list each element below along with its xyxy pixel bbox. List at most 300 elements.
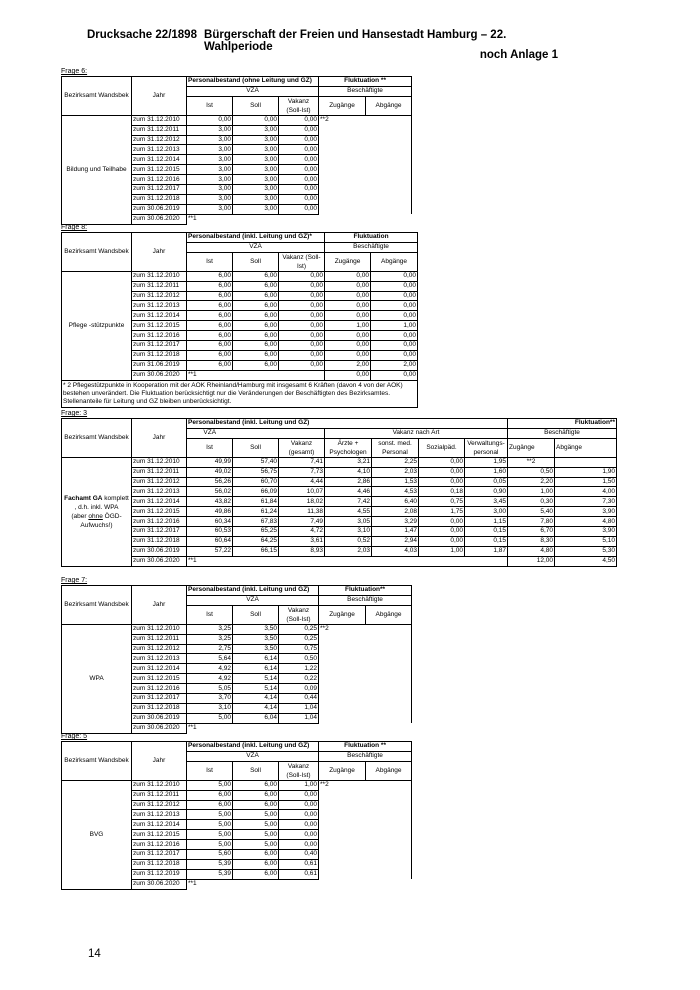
group-title: Personalbestand (inkl. Leitung und GZ) <box>187 742 319 752</box>
soll-cell: 4,14 <box>233 703 279 713</box>
abgaenge-header: Abgänge <box>366 605 412 624</box>
vakanz-art-header: Vakanz nach Art <box>325 428 508 438</box>
value-cell: 7,49 <box>279 517 325 527</box>
date-cell: zum 31.12.2013 <box>132 301 187 311</box>
vakanz-cell: 0,00 <box>279 281 325 291</box>
footnote-1: **1 <box>188 880 197 888</box>
soll-cell: 6,00 <box>233 780 279 790</box>
value-cell: 60,53 <box>187 527 233 537</box>
soll-cell: 6,04 <box>233 713 279 723</box>
ist-header: Ist <box>187 605 233 624</box>
soll-header: Soll <box>233 761 279 780</box>
date-cell: zum 31.12.2018 <box>132 350 187 360</box>
date-cell: zum 31.12.2016 <box>132 684 187 694</box>
table-row <box>62 271 418 281</box>
unit-label: WPA <box>62 624 132 733</box>
vakanz-cell: 0,09 <box>279 684 319 694</box>
value-cell: 4,10 <box>325 467 372 477</box>
date-cell: zum 30.06.2019 <box>132 546 187 556</box>
vakanz-cell: 0,75 <box>279 644 319 654</box>
ist-cell: 3,00 <box>187 185 233 195</box>
date-cell: zum 31.12.2010 <box>132 115 187 125</box>
value-cell: 2,86 <box>325 477 372 487</box>
value-cell: 4,55 <box>325 507 372 517</box>
ist-cell: 4,92 <box>187 664 233 674</box>
vakanz-cell: 0,00 <box>279 301 325 311</box>
value-cell: 60,34 <box>187 517 233 527</box>
soll-cell: 6,00 <box>233 331 279 341</box>
zugaenge-cell: 0,50 <box>508 467 555 477</box>
ist-header: Ist <box>187 252 233 271</box>
ist-cell: 5,64 <box>187 654 233 664</box>
frage-label: Frage 6: <box>61 68 88 75</box>
table-row <box>62 115 412 125</box>
abgaenge-header: Abgänge <box>555 438 617 457</box>
vakanz-cell: 0,44 <box>279 694 319 704</box>
value-cell: 3,21 <box>325 457 372 467</box>
value-cell: 0,00 <box>419 477 465 487</box>
soll-cell: 5,00 <box>233 820 279 830</box>
soll-cell: 0,00 <box>233 115 279 125</box>
footnote-2: **2 <box>319 115 412 214</box>
soll-header: Soll <box>233 252 279 271</box>
bezirksamt-header: Bezirksamt Wandsbek <box>62 77 132 116</box>
ist-cell: 3,00 <box>187 175 233 185</box>
unit-label-part: ÖGD-Aufwuchs!) <box>80 512 122 529</box>
ist-cell: 4,92 <box>187 674 233 684</box>
vakanz-cell: 0,00 <box>279 331 325 341</box>
value-cell: 64,25 <box>233 536 279 546</box>
soll-cell: 5,00 <box>233 810 279 820</box>
date-cell: zum 31.12.2012 <box>132 477 187 487</box>
vakanz-cell: 0,00 <box>279 135 319 145</box>
ist-cell: 6,00 <box>187 331 233 341</box>
date-cell: zum 31.12.2010 <box>132 780 187 790</box>
ist-cell: 6,00 <box>187 271 233 281</box>
date-cell: zum 31.12.2017 <box>132 341 187 351</box>
jahr-header: Jahr <box>132 586 187 625</box>
table-row <box>62 556 617 566</box>
value-cell: 56,75 <box>233 467 279 477</box>
value-cell: 3,00 <box>465 507 508 517</box>
soll-cell: 3,50 <box>233 624 279 634</box>
date-cell: zum 31.12.2012 <box>132 291 187 301</box>
vakanz-cell: 0,00 <box>279 830 319 840</box>
value-cell: 67,83 <box>233 517 279 527</box>
date-cell: zum 30.06.2020 <box>132 556 187 566</box>
date-cell: zum 31.12.2010 <box>132 271 187 281</box>
bezirksamt-header: Bezirksamt Wandsbek <box>62 586 132 625</box>
vakanz-cell: 0,00 <box>279 360 325 370</box>
table-row <box>62 517 617 527</box>
zugaenge-header: Zugänge <box>325 252 371 271</box>
header-row <box>62 419 617 429</box>
soll-cell: 5,00 <box>233 830 279 840</box>
ist-cell: 5,00 <box>187 840 233 850</box>
date-cell: zum 31.12.2011 <box>132 125 187 135</box>
soll-cell: 6,14 <box>233 664 279 674</box>
date-cell: zum 31.12.2016 <box>132 175 187 185</box>
soll-cell: 5,14 <box>233 674 279 684</box>
fluct-title: Fluktuation <box>325 233 418 243</box>
note-row <box>62 380 418 407</box>
table-wpa <box>61 585 412 734</box>
value-cell: 2,08 <box>372 507 419 517</box>
soll-cell: 3,00 <box>233 185 279 195</box>
value-cell: 4,03 <box>372 546 419 556</box>
frage-label: Frage: 5 <box>61 733 88 740</box>
value-cell: 61,24 <box>233 507 279 517</box>
unit-label-part: , d.h. inkl. WPA <box>74 503 119 511</box>
value-cell: 56,26 <box>187 477 233 487</box>
soll-cell: 6,00 <box>233 790 279 800</box>
date-cell: zum 30.06.2020 <box>132 879 187 889</box>
header-row <box>62 77 412 87</box>
abgaenge-cell: 0,00 <box>371 291 418 301</box>
unit-label: BVG <box>62 780 132 889</box>
abgaenge-cell: 4,80 <box>555 517 617 527</box>
frage-label: Frage 7: <box>61 577 88 584</box>
date-cell: zum 31.12.2010 <box>132 624 187 634</box>
value-cell: 10,07 <box>279 487 325 497</box>
date-cell: zum 30.06.2019 <box>132 713 187 723</box>
table-row <box>62 507 617 517</box>
footnote-1: **1 <box>188 371 197 379</box>
table-row <box>62 497 617 507</box>
zugaenge-cell: 4,80 <box>508 546 555 556</box>
value-cell: 2,94 <box>372 536 419 546</box>
zugaenge-cell: 0,00 <box>325 291 371 301</box>
table-bildung <box>61 76 412 225</box>
value-cell: 4,44 <box>279 477 325 487</box>
date-cell: zum 30.06.2020 <box>132 723 187 733</box>
group-title: Personalbestand (ohne Leitung und GZ) <box>187 77 319 87</box>
abgaenge-header: Abgänge <box>371 252 418 271</box>
soll-cell: 6,00 <box>233 281 279 291</box>
abgaenge-cell: 5,10 <box>555 536 617 546</box>
date-cell: zum 31.12.2013 <box>132 810 187 820</box>
date-cell: zum 31.12.2019 <box>132 869 187 879</box>
value-cell: 0,52 <box>325 536 372 546</box>
ist-cell: 6,00 <box>187 321 233 331</box>
date-cell: zum 31.12.2017 <box>132 185 187 195</box>
zugaenge-cell: 0,00 <box>325 271 371 281</box>
abgaenge-cell: 1,00 <box>371 321 418 331</box>
value-cell: 60,70 <box>233 477 279 487</box>
value-cell: 43,82 <box>187 497 233 507</box>
vakanz-cell: 0,00 <box>279 194 319 204</box>
ist-cell: 3,25 <box>187 624 233 634</box>
date-cell: zum 31.12.2011 <box>132 790 187 800</box>
date-cell: zum 31.12.2013 <box>132 487 187 497</box>
abgaenge-cell: 0,00 <box>371 350 418 360</box>
ist-cell: 5,05 <box>187 684 233 694</box>
drucksache-number: Drucksache 22/1898 <box>87 29 197 41</box>
ist-cell: 3,00 <box>187 125 233 135</box>
ist-cell: 5,00 <box>187 820 233 830</box>
header-row <box>62 233 418 243</box>
value-cell: 11,38 <box>279 507 325 517</box>
date-cell: zum 31.12.2017 <box>132 694 187 704</box>
beschaeftigte-header: Beschäftigte <box>319 595 412 605</box>
abgaenge-cell: 7,30 <box>555 497 617 507</box>
soll-cell: 3,00 <box>233 125 279 135</box>
abgaenge-cell: 3,90 <box>555 507 617 517</box>
vakanz-cell: 1,22 <box>279 664 319 674</box>
jahr-header: Jahr <box>132 419 187 458</box>
value-cell: 0,00 <box>419 536 465 546</box>
jahr-header: Jahr <box>132 77 187 116</box>
value-cell: 0,00 <box>419 517 465 527</box>
vakanz-cell: 0,00 <box>279 350 325 360</box>
abgaenge-cell: 0,00 <box>371 331 418 341</box>
date-cell: zum 31.12.2014 <box>132 664 187 674</box>
value-cell: 3,29 <box>372 517 419 527</box>
value-cell: 4,53 <box>372 487 419 497</box>
value-cell: 0,90 <box>465 487 508 497</box>
vakanz-cell: 0,00 <box>279 341 325 351</box>
abgaenge-cell: 0,00 <box>371 370 418 380</box>
vakanz-cell: 0,00 <box>279 125 319 135</box>
value-cell: 0,05 <box>465 477 508 487</box>
vza-header: VZÄ <box>187 428 233 438</box>
value-cell: 0,15 <box>465 527 508 537</box>
value-cell: 2,25 <box>372 457 419 467</box>
value-cell: 0,00 <box>419 457 465 467</box>
unit-label <box>62 457 132 566</box>
bezirksamt-header: Bezirksamt Wandsbek <box>62 419 132 458</box>
ist-cell: 5,39 <box>187 859 233 869</box>
verw-header: Verwaltungs-personal <box>465 438 508 457</box>
value-cell: 60,64 <box>187 536 233 546</box>
vakanz-cell: 0,00 <box>279 145 319 155</box>
ist-cell: 6,00 <box>187 350 233 360</box>
zugaenge-cell: 5,40 <box>508 507 555 517</box>
vakanz-cell: 1,04 <box>279 703 319 713</box>
vakanz-cell: 0,00 <box>279 790 319 800</box>
date-cell: zum 31.12.2015 <box>132 165 187 175</box>
date-cell: zum 31.12.2013 <box>132 145 187 155</box>
footnote-2: **2 <box>319 780 412 879</box>
vakanz-cell: 0,50 <box>279 654 319 664</box>
value-cell: 3,61 <box>279 536 325 546</box>
unit-label-ohne: ohne <box>88 512 103 520</box>
footnote-2: **2 <box>508 457 555 467</box>
vakanz-cell: 0,22 <box>279 674 319 684</box>
bezirksamt-header: Bezirksamt Wandsbek <box>62 742 132 781</box>
vakanz-cell: 0,00 <box>279 820 319 830</box>
zugaenge-cell: 0,00 <box>325 311 371 321</box>
zugaenge-cell: 2,20 <box>508 477 555 487</box>
ist-cell: 6,00 <box>187 301 233 311</box>
soll-cell: 6,00 <box>233 350 279 360</box>
zugaenge-cell: 0,00 <box>325 341 371 351</box>
date-cell: zum 30.06.2020 <box>132 370 187 380</box>
date-cell: zum 31.12.2014 <box>132 820 187 830</box>
value-cell: 0,18 <box>419 487 465 497</box>
date-cell: zum 31.12.2014 <box>132 311 187 321</box>
date-cell: zum 31.12.2017 <box>132 527 187 537</box>
date-cell: zum 31.12.2011 <box>132 634 187 644</box>
beschaeftigte-header: Beschäftigte <box>319 86 412 96</box>
date-cell: zum 31.12.2011 <box>132 281 187 291</box>
value-cell: 7,73 <box>279 467 325 477</box>
ist-header: Ist <box>187 438 233 457</box>
ist-cell: 3,00 <box>187 194 233 204</box>
vakanz-header: Vakanz (gesamt) <box>279 438 325 457</box>
value-cell: 49,86 <box>187 507 233 517</box>
soll-cell: 6,00 <box>233 321 279 331</box>
soll-cell: 6,00 <box>233 869 279 879</box>
soll-cell: 3,00 <box>233 155 279 165</box>
soll-cell: 3,00 <box>233 145 279 155</box>
soll-cell: 5,00 <box>233 840 279 850</box>
ist-cell: 3,00 <box>187 165 233 175</box>
soll-cell: 6,00 <box>233 800 279 810</box>
vakanz-cell: 0,00 <box>279 204 319 214</box>
value-cell: 4,46 <box>325 487 372 497</box>
soll-header: Soll <box>233 605 279 624</box>
footnote-1: **1 <box>188 215 197 223</box>
table-row <box>62 536 617 546</box>
soll-cell: 6,00 <box>233 301 279 311</box>
vakanz-header: Vakanz (Soll-Ist) <box>279 96 319 115</box>
frage-label: Frage: 3 <box>61 410 88 417</box>
abgaenge-header: Abgänge <box>366 761 412 780</box>
zugaenge-header: Zugänge <box>508 438 555 457</box>
abgaenge-cell: 0,00 <box>371 301 418 311</box>
abgaenge-header: Abgänge <box>366 96 412 115</box>
vakanz-header: Vakanz (Soll-Ist) <box>279 605 319 624</box>
header-title: Bürgerschaft der Freien und Hansestadt Hamburg – 22. Wahlperiode <box>204 29 507 53</box>
ist-cell: 5,00 <box>187 780 233 790</box>
value-cell: 6,40 <box>372 497 419 507</box>
date-cell: zum 31.12.2016 <box>132 331 187 341</box>
soll-cell: 3,00 <box>233 135 279 145</box>
vakanz-cell: 0,00 <box>279 155 319 165</box>
date-cell: zum 31.12.2013 <box>132 654 187 664</box>
zugaenge-header: Zugänge <box>319 761 366 780</box>
soll-header: Soll <box>233 96 279 115</box>
fluct-title: Fluktuation** <box>319 586 412 596</box>
fluct-title: Fluktuation ** <box>319 742 412 752</box>
fluct-title: Fluktuation ** <box>319 77 412 87</box>
unit-label-part: (aber <box>71 512 87 520</box>
zugaenge-cell: 1,00 <box>325 321 371 331</box>
soll-cell: 6,00 <box>233 850 279 860</box>
soll-cell: 6,14 <box>233 654 279 664</box>
zugaenge-cell: 0,00 <box>325 370 371 380</box>
beschaeftigte-header: Beschäftigte <box>508 428 617 438</box>
date-cell: zum 31.12.2015 <box>132 507 187 517</box>
ist-cell: 5,00 <box>187 810 233 820</box>
value-cell: 4,72 <box>279 527 325 537</box>
ist-cell: 6,00 <box>187 281 233 291</box>
group-title: Personalbestand (inkl. Leitung und GZ)* <box>187 233 325 243</box>
date-cell: zum 31.12.2018 <box>132 859 187 869</box>
ist-cell: 3,10 <box>187 703 233 713</box>
beschaeftigte-header: Beschäftigte <box>325 242 418 252</box>
frage-label: Frage 8: <box>61 224 88 231</box>
vakanz-cell: 0,00 <box>279 311 325 321</box>
group-title: Personalbestand (inkl. Leitung und GZ) <box>187 419 325 429</box>
table-row <box>62 487 617 497</box>
abgaenge-cell <box>555 457 617 467</box>
unit-label: Bildung und Teilhabe <box>62 115 132 224</box>
zugaenge-cell: 2,00 <box>325 360 371 370</box>
vakanz-cell: 0,00 <box>279 291 325 301</box>
abgaenge-cell: 0,00 <box>371 341 418 351</box>
anlage-label: noch Anlage 1 <box>479 49 558 61</box>
abgaenge-cell: 4,00 <box>555 487 617 497</box>
ist-cell: 3,00 <box>187 204 233 214</box>
ist-cell: 3,70 <box>187 694 233 704</box>
ist-cell: 6,00 <box>187 800 233 810</box>
vakanz-cell: 1,04 <box>279 713 319 723</box>
value-cell: 66,15 <box>233 546 279 556</box>
vakanz-cell: 0,00 <box>279 321 325 331</box>
table-pflege <box>61 232 418 408</box>
vakanz-cell: 0,00 <box>279 185 319 195</box>
ist-cell: 2,75 <box>187 644 233 654</box>
date-cell: zum 31.12.2015 <box>132 321 187 331</box>
ist-cell: 5,39 <box>187 869 233 879</box>
ist-cell: 6,00 <box>187 311 233 321</box>
table-fachamt <box>61 418 617 567</box>
date-cell: zum 31.12.2014 <box>132 497 187 507</box>
date-cell: zum 31.12.2010 <box>132 457 187 467</box>
vakanz-cell: 0,00 <box>279 810 319 820</box>
value-cell: 65,25 <box>233 527 279 537</box>
unit-label-bold: Fachamt GA <box>64 494 103 502</box>
table-row <box>62 467 617 477</box>
vakanz-cell: 0,25 <box>279 634 319 644</box>
ist-cell: 0,00 <box>187 115 233 125</box>
jahr-header: Jahr <box>132 233 187 272</box>
sonst-header: sonst. med. Personal <box>372 438 419 457</box>
value-cell: 3,45 <box>465 497 508 507</box>
page-number: 14 <box>88 948 101 960</box>
value-cell: 18,02 <box>279 497 325 507</box>
date-cell: zum 31.12.2014 <box>132 155 187 165</box>
table-note: * 2 Pflegestützpunkte in Kooperation mit der AOK Rheinland/Hamburg mit insgesamt 6 Kräften (davon 4 von der AOK) bestehen unverändert. Die Fluktuation berücksichtigt nur die Veränderungen der Beschäftigten des Bezirksamtes. Stellenanteile für Leitung und GZ bleiben unberücksichtigt. <box>62 380 418 407</box>
vakanz-cell: 0,61 <box>279 859 319 869</box>
ist-cell: 3,25 <box>187 634 233 644</box>
ist-cell: 6,00 <box>187 360 233 370</box>
table-row <box>62 624 412 634</box>
zugaenge-cell: 0,00 <box>325 350 371 360</box>
abgaenge-cell: 1,90 <box>555 467 617 477</box>
value-cell: 57,40 <box>233 457 279 467</box>
value-cell: 1,53 <box>372 477 419 487</box>
zugaenge-cell: 6,70 <box>508 527 555 537</box>
date-cell: zum 31.12.2016 <box>132 517 187 527</box>
abgaenge-cell: 5,30 <box>555 546 617 556</box>
footnote-1: **1 <box>188 724 197 732</box>
ist-header: Ist <box>187 96 233 115</box>
abgaenge-cell: 2,00 <box>371 360 418 370</box>
zugaenge-header: Zugänge <box>319 96 366 115</box>
zugaenge-cell: 0,00 <box>325 301 371 311</box>
zugaenge-header: Zugänge <box>319 605 366 624</box>
soll-cell: 3,50 <box>233 634 279 644</box>
value-cell: 0,75 <box>419 497 465 507</box>
vakanz-cell: 0,00 <box>279 271 325 281</box>
date-cell: zum 31.12.2018 <box>132 703 187 713</box>
table-row <box>62 546 617 556</box>
date-cell: zum 30.06.2019 <box>132 204 187 214</box>
jahr-header: Jahr <box>132 742 187 781</box>
